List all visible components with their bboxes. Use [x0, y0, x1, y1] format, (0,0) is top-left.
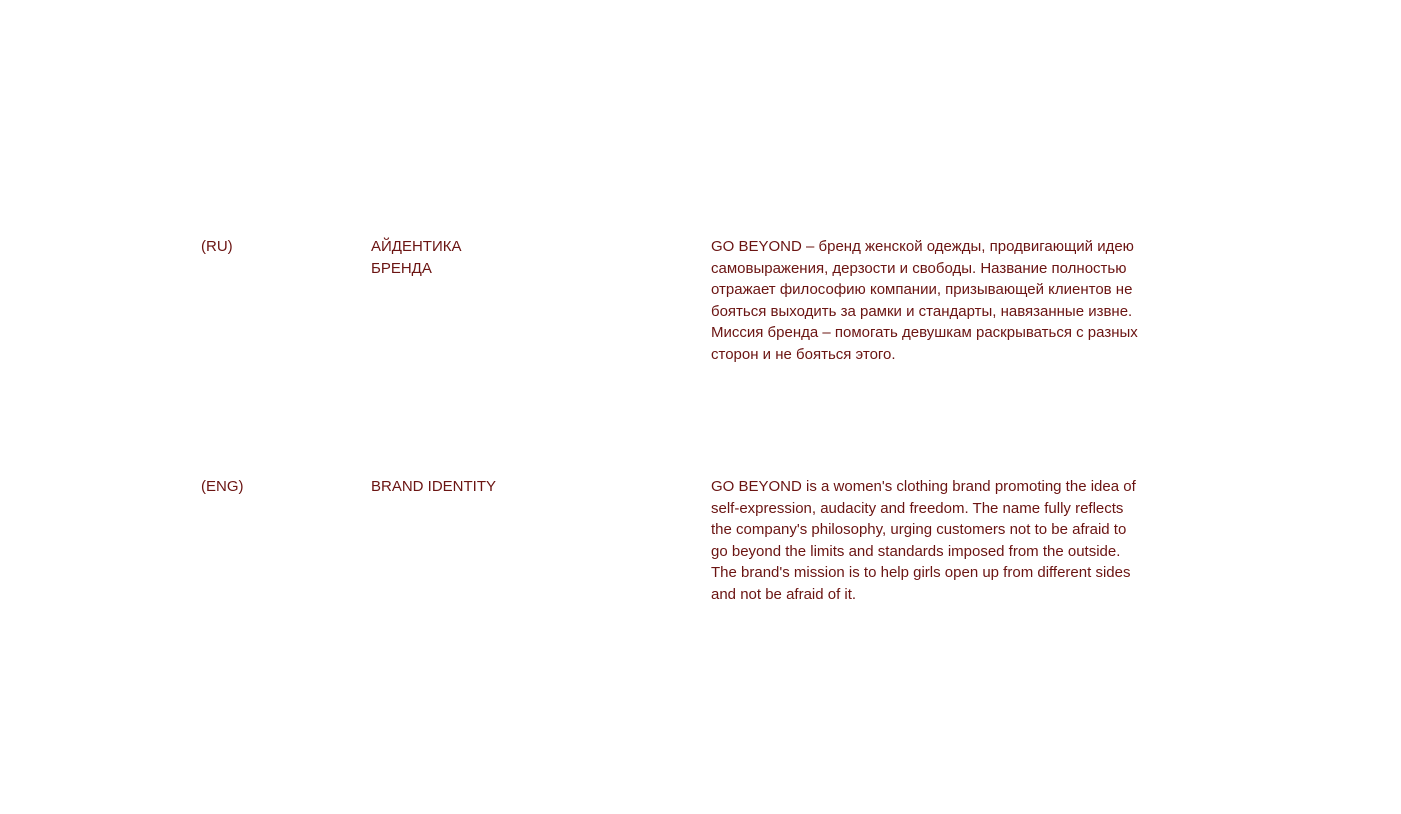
description-line: бояться выходить за рамки и стандарты, навязанные извне.	[711, 302, 1133, 320]
language-tag-ru: (RU)	[201, 238, 233, 255]
description-line: отражает философию компании, призывающей клиентов не	[711, 281, 1133, 299]
description-line: сторон и не бояться этого.	[711, 345, 896, 363]
description-line: self-expression, audacity and freedom. The name fully reflects	[711, 499, 1124, 517]
language-tag-eng: (ENG)	[201, 478, 244, 495]
description-line: Миссия бренда – помогать девушкам раскрываться с разных	[711, 324, 1138, 342]
description-line: GO BEYOND – бренд женской одежды, продвигающий идею	[711, 238, 1134, 255]
description-ru	[711, 236, 1166, 366]
description-line: The brand's mission is to help girls open up from different sides	[711, 564, 1131, 582]
description-eng	[711, 476, 1166, 606]
description-line: GO BEYOND is a women's clothing brand promoting the idea of	[711, 478, 1136, 495]
description-line: go beyond the limits and standards imposed from the outside.	[711, 542, 1121, 560]
section-title-eng: BRAND IDENTITY	[371, 478, 497, 495]
section-title-ru: АЙДЕНТИКА БРЕНДА	[371, 238, 462, 277]
description-line: the company's philosophy, urging customers not to be afraid to	[711, 521, 1127, 539]
description-line: самовыражения, дерзости и свободы. Название полностью	[711, 259, 1127, 277]
description-line: and not be afraid of it.	[711, 585, 857, 603]
